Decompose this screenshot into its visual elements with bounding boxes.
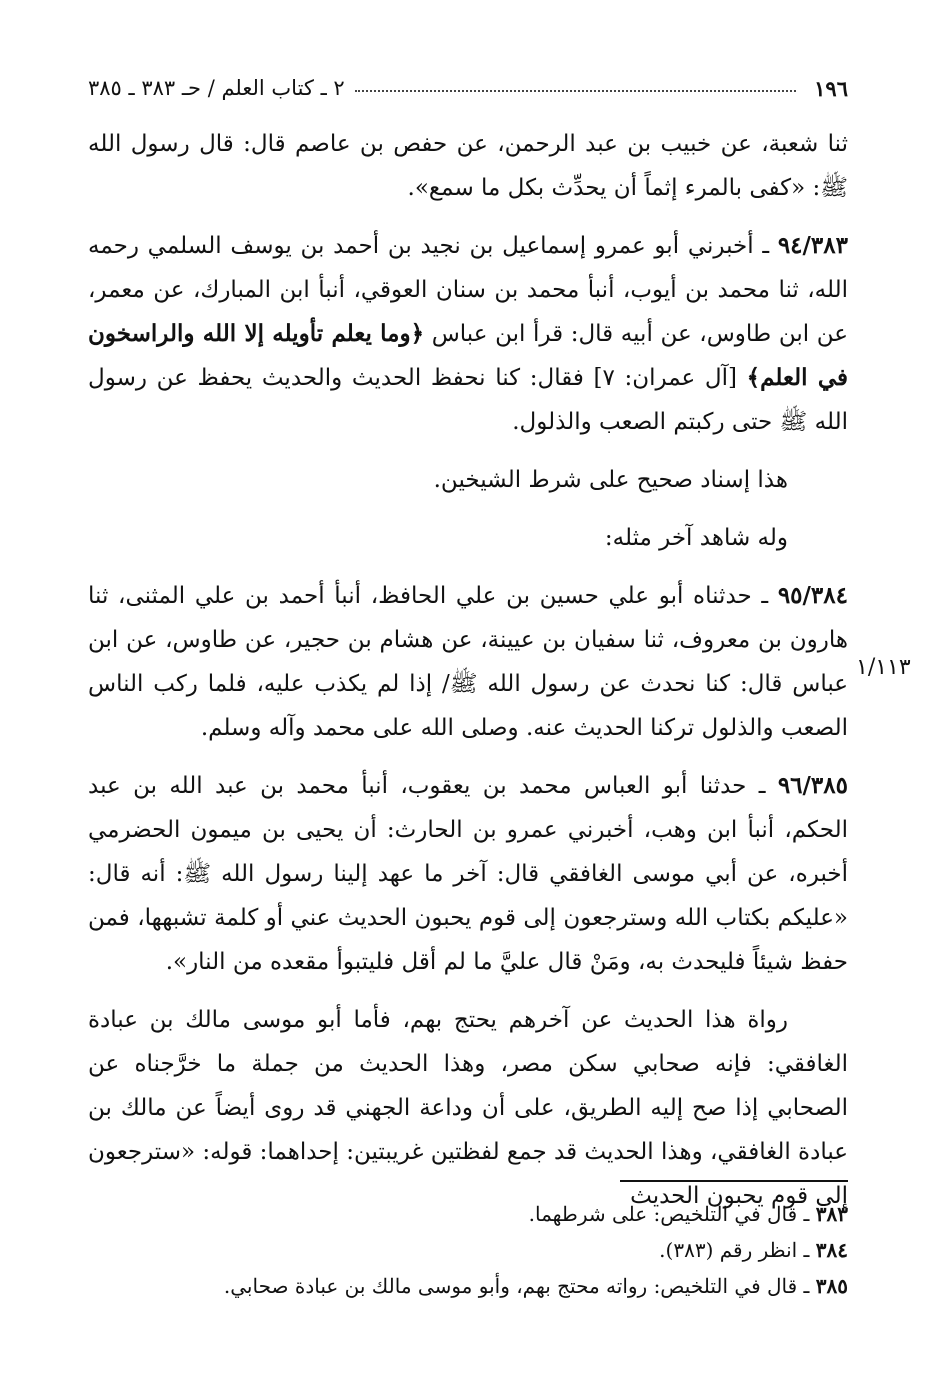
hadith-385 <box>88 764 848 984</box>
paragraph-text: رواة هذا الحديث عن آخرهم يحتج بهم، فأما أبو موسى مالك بن عبادة الغافقي: فإنه صحابي سكن مصر، وهذا الحديث من جملة ما خرَّجناه عن الصحابي إذا صح إليه الطريق، على أن وداعة الجهني قد روى أيضاً عن مالك بن عبادة الغافقي، وهذا الحديث قد جمع لفظتين غريبتين: إحداهما: قوله: «سترجعون إلى قوم يحبون الحديث <box>88 1007 848 1209</box>
hadith-number: ٩٥/٣٨٤ <box>777 582 848 609</box>
commentary <box>88 998 848 1218</box>
footnotes <box>88 1196 848 1304</box>
footnote-385 <box>88 1268 848 1304</box>
footnote-number: ٣٨٥ <box>815 1274 848 1298</box>
page-number: ١٩٦ <box>814 75 848 101</box>
paragraph-text: ـ أخبرني أبو عمرو إسماعيل بن نجيد بن أحمد بن يوسف السلمي رحمه الله، ثنا محمد بن أيوب، أنبأ محمد بن سنان العوقي، أنبأ ابن المبارك، عن معمر، عن ابن طاوس، عن أبيه قال: قرأ ابن عباس <box>88 233 848 347</box>
footnote-384 <box>88 1232 848 1268</box>
paragraph-text: ثنا شعبة، عن خبيب بن عبد الرحمن، عن حفص بن عاصم قال: قال رسول الله ﷺ: «كفى بالمرء إثماً أن يحدِّث بكل ما سمع». <box>88 131 848 201</box>
grading-note <box>88 458 848 502</box>
footnote-text: ـ قال في التلخيص: رواته محتج بهم، وأبو موسى مالك بن عبادة صحابي. <box>223 1274 816 1298</box>
running-header <box>88 70 848 106</box>
hadith-383 <box>88 224 848 444</box>
header-title: ٢ ـ كتاب العلم / حـ ٣٨٣ ـ ٣٨٥ <box>88 76 345 100</box>
margin-manuscript-reference: ١/١١٣ <box>856 655 911 680</box>
footnote-text: ـ قال في التلخيص: على شرطهما. <box>528 1202 816 1226</box>
header-leader-dots <box>355 90 796 92</box>
footnote-383 <box>88 1196 848 1232</box>
hadith-384 <box>88 574 848 750</box>
paragraph-continuation <box>88 122 848 210</box>
main-text <box>88 122 848 1232</box>
witness-intro <box>88 516 848 560</box>
quran-verse: ﴿وما يعلم تأويله إلا الله والراسخون في العلم﴾ <box>88 320 848 391</box>
footnote-text: ـ انظر رقم (٣٨٣). <box>659 1238 816 1262</box>
paragraph-text: وله شاهد آخر مثله: <box>604 525 788 551</box>
footnote-number: ٣٨٣ <box>815 1202 848 1226</box>
paragraph-text-cont: [آل عمران: ٧] فقال: كنا نحفظ الحديث والحديث يحفظ عن رسول الله ﷺ حتى ركبتم الصعب والذلول. <box>88 365 848 435</box>
paragraph-text: ـ حدثنا أبو العباس محمد بن يعقوب، أنبأ محمد بن عبد الله بن عبد الحكم، أنبأ ابن وهب، أخبرني عمرو بن الحارث: أن يحيى بن ميمون الحضرمي أخبره، عن أبي موسى الغافقي قال: آخر ما عهد إلينا رسول الله ﷺ: أنه قال: «عليكم بكتاب الله وسترجعون إلى قوم يحبون الحديث عني أو كلمة تشبهها، فمن حفظ شيئاً فليحدث به، ومَنْ قال عليَّ ما لم أقل فليتبوأ مقعده من النار». <box>88 773 848 975</box>
hadith-number: ٩٦/٣٨٥ <box>777 772 848 799</box>
footnote-number: ٣٨٤ <box>815 1238 848 1262</box>
hadith-number: ٩٤/٣٨٣ <box>777 232 848 259</box>
paragraph-text: هذا إسناد صحيح على شرط الشيخين. <box>433 467 788 493</box>
footnote-separator <box>620 1180 848 1182</box>
paragraph-text: ـ حدثناه أبو علي حسين بن علي الحافظ، أنبأ أحمد بن علي المثنى، ثنا هارون بن معروف، ثنا سفيان بن عيينة، عن هشام بن حجير، عن طاوس، عن ابن عباس قال: كنا نحدث عن رسول الله ﷺ/ إذا لم يكذب عليه، فلما ركب الناس الصعب والذلول تركنا الحديث عنه. وصلى الله على محمد وآله وسلم. <box>88 583 848 741</box>
